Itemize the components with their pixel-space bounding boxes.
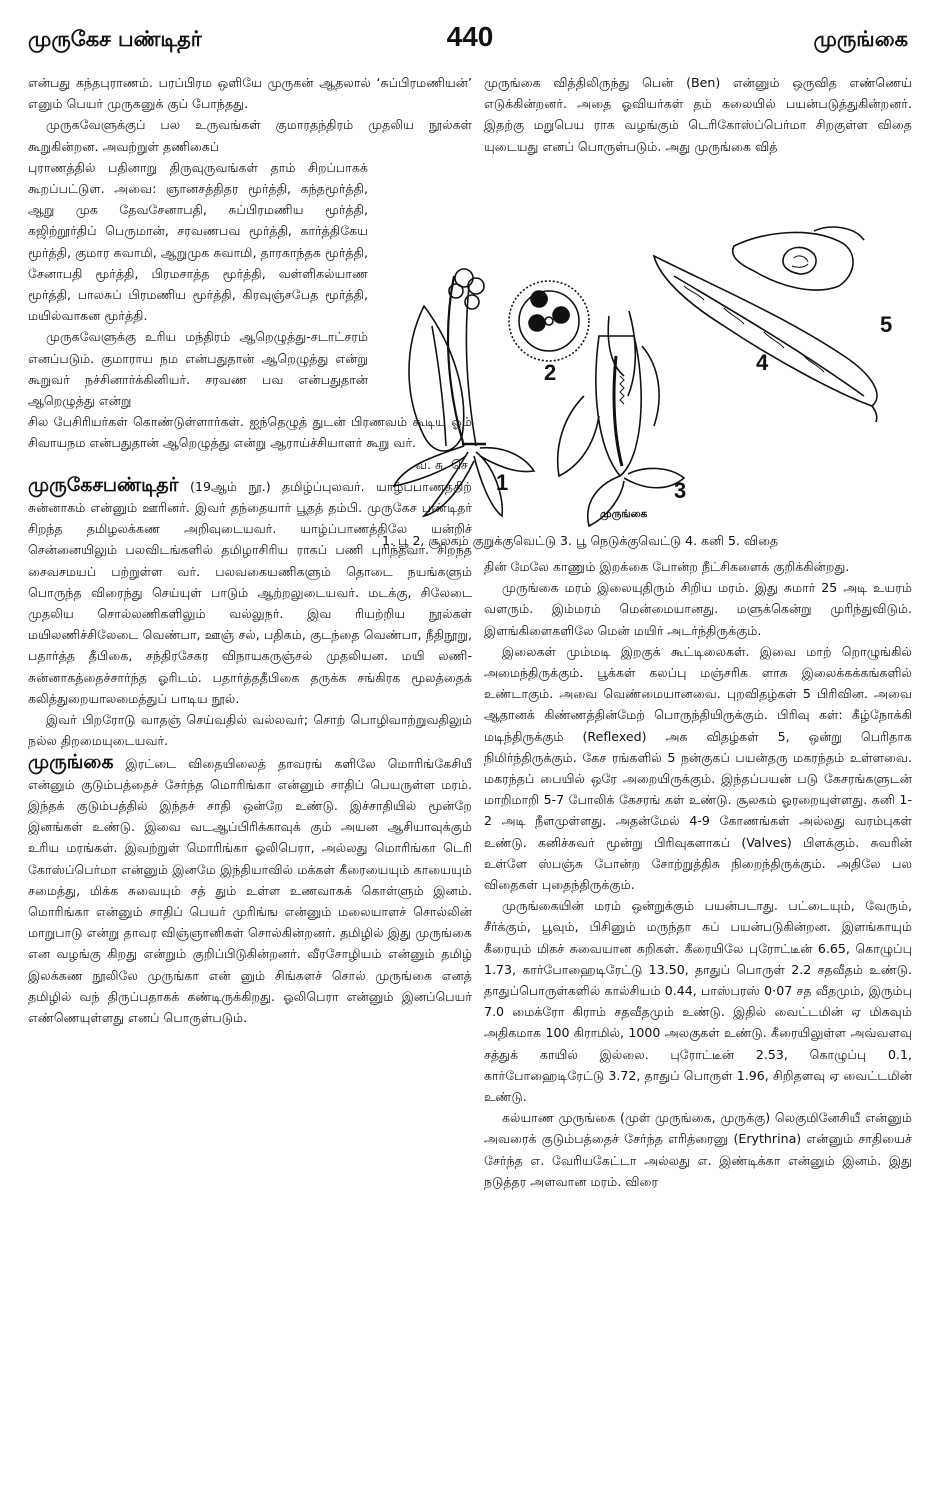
running-head-left: முருகேச பண்டிதர் [28, 27, 202, 51]
right-column-top [484, 72, 912, 157]
paragraph: முருங்கை மரம் இலையுதிரும் சிறிய மரம். இது சுமார் 25 அடி உயரம் வளரும். இம்மரம் மென்மையானது. மளுக்கென்று முரிந்துவிடும். இளங்கிளைகளிலே மென் மயிர் அடர்ந்திருக்கும். [484, 580, 912, 638]
paragraph: முருங்கை வித்திலிருந்து பென் (Ben) என்னும் ஒருவித எண்ணெய் எடுக்கின்றனர். அதை ஓவியர்கள் தம் கலையில் பயன்படுத்துகின்றனர். இதற்கு மறுபெய ராக வழங்கும் டெரிகோஸ்ப்பெர்மா சிறகுள்ள விதை யுடையது எனப் பொருள்படும். அது முருங்கை வித் [484, 75, 912, 154]
figure-label: 2 [544, 360, 557, 385]
entry-headword: முருங்கை [28, 750, 114, 773]
figure-title: முருங்கை [600, 508, 648, 520]
figure-label: 4 [756, 350, 769, 375]
paragraph: புராணத்தில் பதினாறு திருவுருவங்கள் தாம் சிறப்பாகக் கூறப்பட்டுள. அவை: ஞானசத்திதர மூர்த்தி, கந்தமூர்த்தி, ஆறு முக தேவசேனாபதி, சுப்பிரமணிய மூர்த்தி, கஜிற்றூர்திப் பெருமான், சரவணபவ மூர்த்தி, கார்த்திகேய மூர்த்தி, குமார சுவாமி, ஆறுமுக சுவாமி, தாரகாந்தக மூர்த்தி, சேனாபதி மூர்த்தி, பிரமசாத்த மூர்த்தி, வள்ளிகல்யாண மூர்த்தி, பாலசுப் பிரமணிய மூர்த்தி, கிரவுஞ்சபேத மூர்த்தி, மயில்வாகன மூர்த்தி. [28, 159, 368, 324]
moringa-drawing [384, 216, 924, 534]
entry-headword: முருகேசபண்டிதர் [28, 473, 179, 496]
figure-label: 5 [880, 312, 893, 337]
paragraph: தின் மேலே காணும் இறக்கை போன்ற நீட்சிகளைக் குறிக்கின்றது. [484, 559, 850, 574]
entry-text: (19ஆம் நூ.) தமிழ்ப்புலவர். யாழ்ப்பாணத்திற் சுன்னாகம் என்னும் ஊரினர். இவர் தந்தையார் பூதத் தம்பி. முருகேச பண்டிதர் சிறந்த தமிழலக்கண அறிவுடையவர். யாழ்ப்பாணத்திலே யன்றிச் சென்னையிலும் பலவிடங்களில் தமிழாசிரிய ராகப் பணி புரிந்தவர். சிறந்த சைவசமயப் பற்றுள்ள வர். பலவகையணிகளும் தொடை நயங்களும் பொருந்த விரைந்து செய்யுள் பாடும் ஆற்றலுடையவர். மடக்கு, சிலேடை முதலிய சொல்லணிகளிலும் வல்லுநர். இவ ரியற்றிய நூல்கள் மயிலணிச்சிலேடை வெண்பா, ஊஞ் சல், பதிகம், குடந்தை வெண்பா, நீதிநூறு, பதார்த்த தீபிகை, சந்திரசேகர விநாயகருஞ்சல் முதலியன. மயி லணி-சுன்னாகத்தைச்சார்ந்த ஓரிடம். பதார்த்ததீபிகை தருக்க சங்கிரக மூலத்தைக் கலித்துறையாலமைத்துப் பாடிய நூல். [28, 478, 472, 706]
paragraph: முருகவேளுக்குப் பல உருவங்கள் குமாரதந்திரம் முதலிய நூல்கள் கூறுகின்றன. அவற்றுள் தணிகைப் [28, 117, 472, 154]
entry-murungai [28, 752, 472, 1029]
ovary-section-drawing [509, 281, 589, 361]
entry-text: இரட்டை விதையிலைத் தாவரங் களிலே மொரிங்கேசியீ என்னும் குடும்பத்தைச் சேர்ந்த மொரிங்கா என்னும் சாதிப் பெயருள்ள மரம். இந்தக் குடும்பத்தில் இந்தச் சாதி ஒன்றே உண்டு. இச்சாதியில் மூன்றே இனங்கள் உண்டு. இவை வடஆப்பிரிக்காவுக் கும் அயன ஆசியாவுக்கும் உரிய மரங்கள். இவற்றுள் மொரிங்கா ஓலிபெரா, அல்லது மொரிங்கா டெரி கோஸ்ப்பெர்மா என்னும் இனமே இந்தியாவில் மக்கள் கீரையையும் காயையும் சமைத்து, மிக்க சுவையும் சத் தும் உள்ள உணவாகக் கொள்ளும் இனம். மொரிங்கா என்னும் சாதிப் பெயர் முரிங்ங என்னும் மலையாளச் சொல்லின் மாறுபாடு என்று தாவர விஞ்ஞானிகள் சொல்கின்றனர். தமிழில் இது முருங்கை என வழங்கு கிறது என்றும் குறிப்பிடுகின்றனர். வீரசோழியம் என்னும் தமிழ் இலக்கண நூலிலே முருங்கா என் னும் சிங்களச் சொல் முருங்கை எனத் தமிழில் வந் திருப்பதாகக் கண்டிருக்கிறது. ஓலிபெரா என்னும் இனப்பெயர் எண்ணெயுள்ளது எனப் பொருள்படும். [28, 755, 472, 1025]
author-signature: வ. சு. செ. [414, 456, 472, 472]
winged-seed-drawing [733, 227, 864, 290]
fruit-pod-drawing [654, 256, 877, 422]
flower-drawing [394, 269, 534, 516]
figure-label: 1 [496, 470, 509, 495]
figure-label: 3 [674, 478, 687, 503]
paragraph: இலைகள் மும்மடி இறகுக் கூட்டிலைகள். இவை மாற் றொழுங்கில் அமைந்திருக்கும். பூக்கள் கலப்பு மஞ்சரிக ளாக இலைக்கக்கங்களில் உண்டாகும். அவை வெண்மையானவை. புறவிதழ்கள் 5 பிரிவின. அவை ஆதானக் கிண்ணத்தின்மேற் பொருந்தியிருக்கும். பிரிவு கள்: கீழ்நோக்கி மடிந்திருக்கும் (Reflexed) அக விதழ்கள் 5, ஒன்று பெரிதாக நிமிர்ந்திருக்கும். கேச ரங்களில் 5 நன்குகப் பயன்தரு மகரந்தம் உள்ளவை. மகரந்தப் பையில் ஒரே அறையிருக்கும். இந்தப்பயன் படு கேசரங்களுடன் மாறிமாறி 5-7 போலிக் கேசரங் கள் உண்டு. சூலகம் ஓரறையுள்ளது. கனி 1-2 அடி நீளமுள்ளது. அதன்மேல் 4-9 கோணங்கள் அல்லது வரம்புகள் உண்டு. கனிச்சுவர் மூன்று பிரிவுகளாகப் (Valves) பிளக்கும். சுவரின் உள்ளே ஸ்பஞ்சு போன்ற சோற்றுத்திசு நிறைந்திருக்கும். அதிலே பல விதைகள் புதைந்திருக்கும். [484, 643, 912, 893]
paragraph: கல்யாண முருங்கை (முள் முருங்கை, முருக்கு) லெகுமினேசியீ என்னும் அவரைக் குடும்பத்தைச் சேர்ந்த எரித்ரைனு (Erythrina) என்னும் சாதியைச் சேர்ந்த எ. வேரியகேட்டா அல்லது எ. இண்டிக்கா என்னும் இனம். இது நடுத்தர அளவான மரம். விரை [484, 1110, 912, 1189]
paragraph: என்பது கந்தபுராணம். பரப்பிரம ஒளியே முருகன் ஆதலால் ‘சுப்பிரமணியன்’ எனும் பெயர் முருகனுக் குப் போந்தது. [28, 75, 472, 112]
moringa-illustration [384, 216, 924, 534]
paragraph: முருகவேளுக்கு உரிய மந்திரம் ஆறெழுத்து-சடாட்சரம் எனப்படும். குமாராய நம என்பதுதான் ஆறெழுத்து என்று கூறுவர் நச்சினார்க்கினியர். சரவண பவ என்பதுதான் ஆறெழுத்து என்று [28, 329, 368, 409]
page-number: 440 [446, 21, 494, 52]
running-head-right: முருங்கை [813, 27, 908, 51]
right-column-bottom [484, 556, 912, 1192]
paragraph: சில பேசிரியர்கள் கொண்டுள்ளார்கள். ஐந்தெழுத் துடன் பிரணவம் கூடிய ஓம் சிவாயநம என்பதுதான் ஆறெழுத்து என்று ஆராய்ச்சியாளர் கூறு வர். [28, 414, 472, 451]
figure-caption: 1. பூ 2. சூலகம் குறுக்குவெட்டு 3. பூ நெடுக்குவெட்டு 4. கனி 5. விதை [382, 533, 779, 548]
paragraph: இவர் பிறரோடு வாதஞ் செய்வதில் வல்லவர்; சொற் பொழிவாற்றுவதிலும் நல்ல திறமையுடையவர். [28, 712, 472, 749]
paragraph: முருங்கையின் மரம் ஒன்றுக்கும் பயன்படாது. பட்டையும், வேரும், சீர்க்கும், பூவும், பிசினும் மருந்தா கப் பயன்படுகின்றன. இளங்காயும் கீரையும் மிகச் சுவையான கறிகள். கீரையிலே புரோட்டீன் 6.65, கொழுப்பு 1.73, கார்போஹைடிரேட்டு 13.50, தாதுப் பொருள் 2.2 சதவீதம் உண்டு. தாதுப்பொருள்களில் கால்சியம் 0.44, பாஸ்பரஸ் 0·07 சத வீதமும், இரும்பு 7.0 மைக்ரோ கிராம் சதவீதமும் உண்டு. இதில் வைட்டமின் ஏ மிகவும் அதிகமாக 100 கிராமில், 1000 அலகுகள் உண்டு. கீரையிலுள்ள அவ்வளவு சத்துக் காயில் இல்லை. புரோட்டீன் 2.53, கொழுப்பு 0.1, கார்போஹைடிரேட்டு 3.72, தாதுப் பொருள் 1.96, சிறிதளவு ஏ வைட்டமின் உண்டு. [484, 898, 912, 1105]
flower-section-drawing [558, 311, 687, 526]
